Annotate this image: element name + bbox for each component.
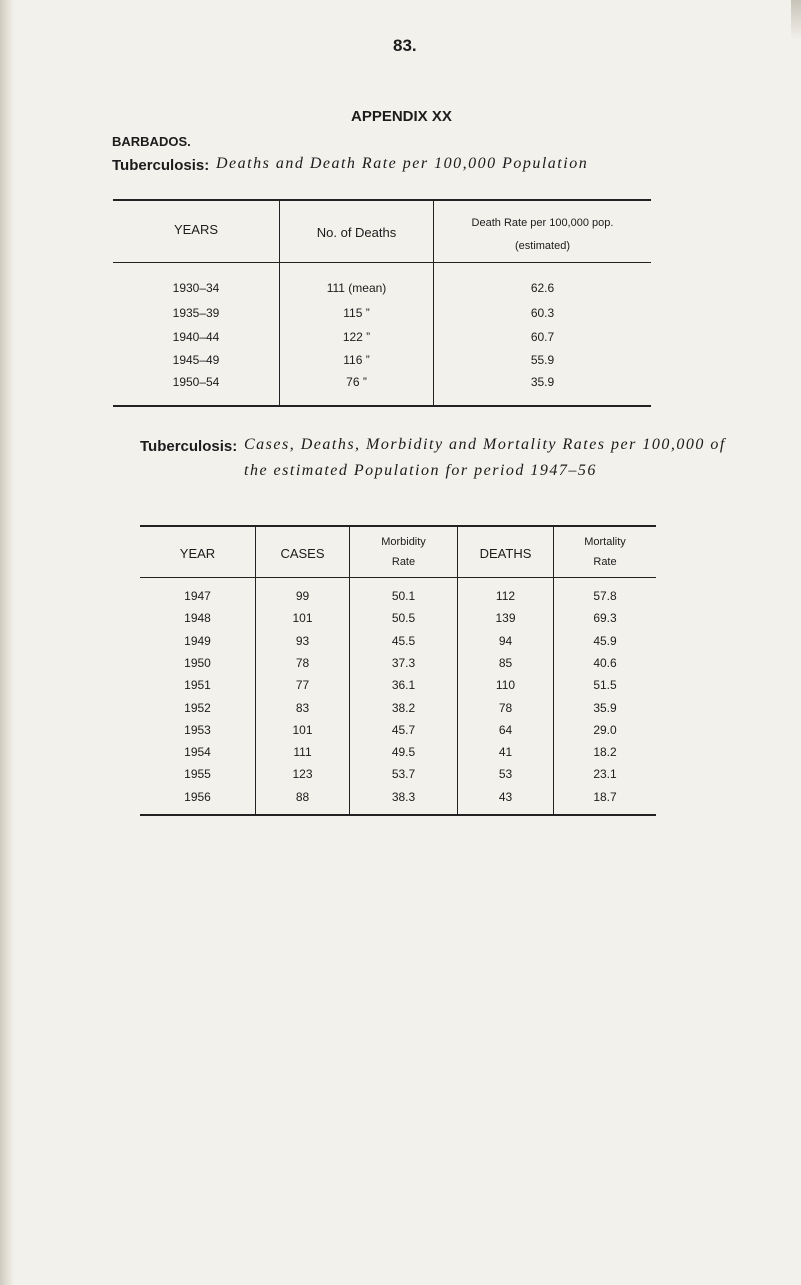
table2-cell-deaths: 64 (498, 723, 513, 737)
table2-header-mortality: Mortality (584, 536, 626, 548)
table2-label: Tuberculosis: (140, 438, 238, 455)
table2-header-deaths: DEATHS (479, 546, 532, 561)
table2-cell-morbidity: 53.7 (391, 767, 416, 781)
table1-header-rule (113, 262, 651, 263)
table1-label: Tuberculosis: (112, 157, 210, 174)
table1-top-rule (113, 199, 651, 201)
table2-cell-year: 1949 (184, 634, 211, 648)
table1-row-rate: 55.9 (530, 353, 555, 367)
table2-cell-year: 1951 (184, 678, 211, 692)
table2-cell-year: 1953 (184, 723, 211, 737)
table2-cell-mortality: 23.1 (593, 767, 617, 781)
table1-row-deaths: 111 (mean) (326, 281, 387, 295)
table1-header-rate: Death Rate per 100,000 pop. (471, 217, 614, 229)
table2-header-morbidity-rate: Rate (391, 556, 416, 568)
table2-top-rule (140, 525, 656, 527)
table2-cell-deaths: 41 (498, 745, 513, 759)
table2-cell-mortality: 69.3 (593, 611, 617, 625)
table2-cell-deaths: 139 (495, 611, 516, 625)
table2-cell-deaths: 43 (498, 790, 513, 804)
table2-cell-morbidity: 45.5 (391, 634, 416, 648)
table2-header-cases: CASES (280, 546, 325, 561)
table1-row-years: 1940–44 (172, 330, 220, 344)
table2-cell-morbidity: 50.5 (391, 611, 416, 625)
table2-cell-mortality: 35.9 (593, 701, 617, 715)
table2-cell-morbidity: 45.7 (391, 723, 416, 737)
table1-row-deaths: 76 ” (346, 375, 367, 389)
table1-row-rate: 60.3 (530, 306, 555, 320)
table1-header-rate-note: (estimated) (514, 240, 571, 252)
table1-row-years: 1945–49 (172, 353, 220, 367)
table2-cell-year: 1952 (184, 701, 211, 715)
table2-cell-morbidity: 38.3 (391, 790, 416, 804)
table2-cell-cases: 88 (295, 790, 310, 804)
table2-cell-mortality: 57.8 (593, 589, 617, 603)
table2-cell-cases: 78 (295, 656, 310, 670)
table1-row-rate: 62.6 (530, 281, 555, 295)
table2-cell-cases: 99 (295, 589, 310, 603)
table1-bottom-rule (113, 405, 651, 407)
table2-cell-cases: 83 (295, 701, 310, 715)
table2-caption-line1: Cases, Deaths, Morbidity and Mortality Rates per 100,000 of (244, 436, 726, 453)
table2-cell-deaths: 85 (498, 656, 513, 670)
table1-row-deaths: 116 ” (343, 353, 370, 367)
table2-cell-year: 1948 (184, 611, 211, 625)
table1-row-years: 1935–39 (172, 306, 220, 320)
table1-header-deaths: No. of Deaths (316, 225, 397, 240)
table2-cell-deaths: 78 (498, 701, 513, 715)
table2-cell-cases: 101 (292, 611, 313, 625)
table2-cell-mortality: 18.7 (593, 790, 617, 804)
table2-cell-deaths: 112 (495, 589, 516, 603)
page-corner-shadow (791, 0, 801, 40)
table2-header-rule (140, 577, 656, 578)
table2-cell-year: 1954 (184, 745, 211, 759)
table2-cell-cases: 123 (292, 767, 313, 781)
table2-header-year: YEAR (179, 546, 216, 561)
page-scan-edge (0, 0, 14, 1285)
table2-cell-deaths: 110 (495, 678, 516, 692)
table2-cell-morbidity: 37.3 (391, 656, 416, 670)
table2-cell-year: 1955 (184, 767, 211, 781)
table1-caption: Deaths and Death Rate per 100,000 Population (216, 155, 589, 172)
table2-cell-morbidity: 49.5 (391, 745, 416, 759)
table2-cell-mortality: 51.5 (593, 678, 617, 692)
table1-header-years: YEARS (173, 222, 219, 237)
table2-cell-morbidity: 36.1 (391, 678, 416, 692)
table1-row-deaths: 122 ” (342, 330, 371, 344)
table2-cell-mortality: 45.9 (593, 634, 617, 648)
table1-row-years: 1930–34 (172, 281, 220, 295)
table1-row-years: 1950–54 (172, 375, 220, 389)
appendix-title: APPENDIX XX (351, 108, 452, 125)
table2-cell-mortality: 29.0 (593, 723, 617, 737)
table2-cell-cases: 77 (295, 678, 310, 692)
table2-header-morbidity: Morbidity (381, 536, 426, 548)
table1-row-deaths: 115 ” (343, 306, 370, 320)
country-label: BARBADOS. (112, 134, 191, 149)
table2-cell-cases: 101 (292, 723, 313, 737)
table2-cell-mortality: 40.6 (593, 656, 617, 670)
table2-cell-deaths: 53 (498, 767, 513, 781)
table2-bottom-rule (140, 814, 656, 816)
table2-cell-cases: 111 (293, 745, 312, 759)
table2-cell-mortality: 18.2 (593, 745, 617, 759)
table2-cell-cases: 93 (295, 634, 310, 648)
table2-header-mortality-rate: Rate (593, 556, 617, 568)
table2-cell-morbidity: 50.1 (391, 589, 416, 603)
table2-cell-year: 1950 (184, 656, 211, 670)
table2-caption-line2: the estimated Population for period 1947–56 (244, 462, 597, 479)
table2-cell-morbidity: 38.2 (391, 701, 416, 715)
table2-cell-deaths: 94 (498, 634, 513, 648)
table1-row-rate: 35.9 (530, 375, 555, 389)
table1-row-rate: 60.7 (530, 330, 555, 344)
table2-cell-year: 1947 (184, 589, 211, 603)
table2-cell-year: 1956 (184, 790, 211, 804)
page-number: 83. (393, 36, 417, 55)
